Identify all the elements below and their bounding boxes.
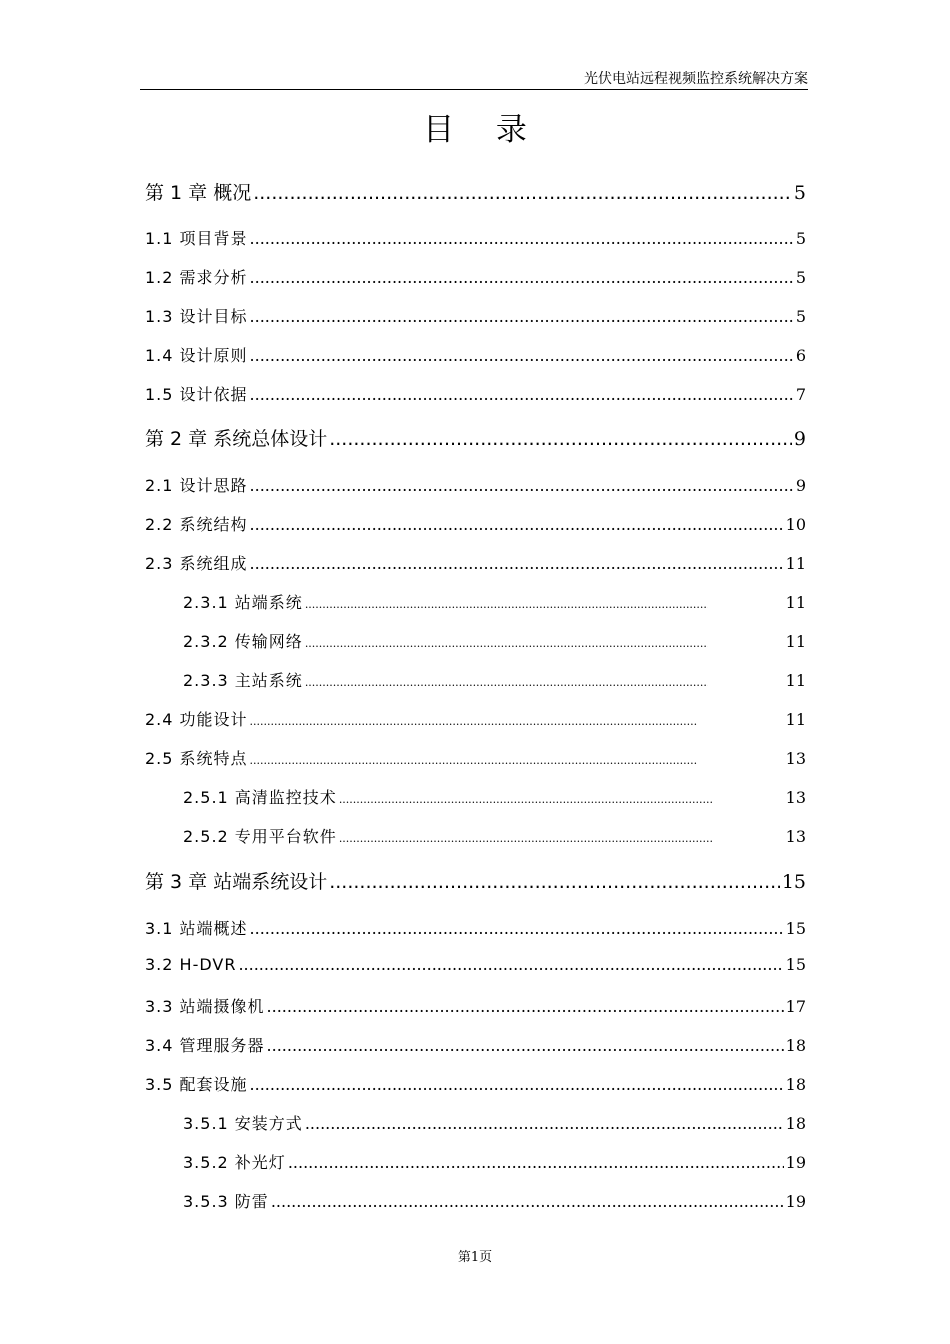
toc-entry-label: 2.3.2 传输网络 <box>183 632 303 651</box>
toc-section-entry[interactable] <box>145 551 806 573</box>
toc-dot-leader <box>250 307 794 326</box>
toc-page-number: 11 <box>785 593 806 612</box>
toc-subsection-entry[interactable] <box>183 629 806 651</box>
toc-entry-label: 2.5.2 专用平台软件 <box>183 827 337 846</box>
toc-entry-label: 3.5.1 安装方式 <box>183 1114 303 1133</box>
toc-section-entry[interactable] <box>145 707 806 729</box>
toc-entry-label: 2.3 系统组成 <box>145 554 248 573</box>
toc-dot-leader <box>329 871 780 893</box>
toc-entry-label: 2.5 系统特点 <box>145 749 248 768</box>
toc-section-entry[interactable] <box>145 746 806 768</box>
toc-entry-label: 1.5 设计依据 <box>145 385 248 404</box>
toc-page-number: 5 <box>795 307 806 326</box>
toc-entry-label: 2.3.1 站端系统 <box>183 593 303 612</box>
toc-page-number: 19 <box>785 1153 806 1172</box>
toc-page-number: 5 <box>795 268 806 287</box>
toc-dot-leader <box>253 182 792 204</box>
toc-entry-label: 1.2 需求分析 <box>145 268 248 287</box>
toc-dot-leader <box>267 1036 784 1055</box>
toc-dot-leader <box>250 268 794 287</box>
toc-section-entry[interactable] <box>145 512 806 534</box>
toc-entry-label: 第 2 章 系统总体设计 <box>145 428 328 450</box>
toc-title: 目 录 <box>423 112 543 148</box>
toc-entry-label: 1.1 项目背景 <box>145 229 248 248</box>
toc-page-number: 15 <box>785 919 806 938</box>
toc-section-entry[interactable] <box>145 343 806 365</box>
toc-entry-label: 3.5 配套设施 <box>145 1075 248 1094</box>
toc-entry-label: 2.1 设计思路 <box>145 476 248 495</box>
toc-dot-leader <box>305 676 708 689</box>
toc-chapter-entry[interactable] <box>145 867 806 893</box>
toc-page-number: 10 <box>785 515 806 534</box>
toc-dot-leader <box>305 1114 784 1133</box>
toc-entry-label: 2.4 功能设计 <box>145 710 248 729</box>
toc-section-entry[interactable] <box>145 994 806 1016</box>
toc-chapter-entry[interactable] <box>145 424 806 450</box>
toc-dot-leader <box>250 554 784 573</box>
toc-entry-label: 第 1 章 概况 <box>145 182 252 204</box>
toc-section-entry[interactable] <box>145 1033 806 1055</box>
toc-dot-leader <box>250 229 794 248</box>
toc-page-number: 13 <box>785 827 806 846</box>
toc-section-entry[interactable] <box>145 1072 806 1094</box>
toc-page-number: 11 <box>785 671 806 690</box>
toc-page-number: 9 <box>795 476 806 495</box>
toc-subsection-entry[interactable] <box>183 785 806 807</box>
toc-page-number: 5 <box>795 229 806 248</box>
toc-page-number: 13 <box>785 749 806 768</box>
toc-page-number: 7 <box>795 385 806 404</box>
toc-page-number: 5 <box>793 182 806 204</box>
toc-section-entry[interactable] <box>145 382 806 404</box>
toc-dot-leader <box>339 832 714 845</box>
toc-section-entry[interactable] <box>145 265 806 287</box>
toc-section-entry[interactable] <box>145 916 806 938</box>
toc-page-number: 18 <box>785 1114 806 1133</box>
toc-chapter-entry[interactable] <box>145 178 806 204</box>
toc-dot-leader <box>250 476 794 495</box>
toc-page-number: 11 <box>785 554 806 573</box>
toc-dot-leader <box>250 919 784 938</box>
toc-section-entry[interactable] <box>145 226 806 248</box>
toc-page-number: 17 <box>785 997 806 1016</box>
toc-subsection-entry[interactable] <box>183 668 806 690</box>
toc-entry-label: 1.3 设计目标 <box>145 307 248 326</box>
toc-page-number: 13 <box>785 788 806 807</box>
toc-page-number: 18 <box>785 1075 806 1094</box>
toc-entry-label: 2.2 系统结构 <box>145 515 248 534</box>
toc-dot-leader <box>329 428 792 450</box>
toc-dot-leader <box>238 955 783 974</box>
toc-dot-leader <box>250 346 794 365</box>
toc-dot-leader <box>267 997 784 1016</box>
toc-entry-label: 第 3 章 站端系统设计 <box>145 871 328 893</box>
toc-dot-leader <box>305 598 708 611</box>
toc-page-number: 6 <box>795 346 806 365</box>
toc-dot-leader <box>339 793 714 806</box>
toc-subsection-entry[interactable] <box>183 1111 806 1133</box>
toc-dot-leader <box>250 1075 784 1094</box>
toc-page-number: 15 <box>785 955 806 974</box>
page-footer: 第1页 <box>457 1250 493 1265</box>
toc-page-number: 15 <box>781 871 806 893</box>
toc-entry-label: 1.4 设计原则 <box>145 346 248 365</box>
toc-page-number: 18 <box>785 1036 806 1055</box>
toc-dot-leader <box>250 515 784 534</box>
toc-entry-label: 3.1 站端概述 <box>145 919 248 938</box>
toc-entry-label: 2.5.1 高清监控技术 <box>183 788 337 807</box>
toc-section-entry[interactable] <box>145 473 806 495</box>
toc-dot-leader <box>271 1192 784 1211</box>
toc-dot-leader <box>305 637 708 650</box>
toc-entry-label: 3.3 站端摄像机 <box>145 997 265 1016</box>
toc-page-number: 11 <box>785 632 806 651</box>
toc-section-entry[interactable] <box>145 304 806 326</box>
toc-page-number: 11 <box>785 710 806 729</box>
toc-entry-label: 3.5.2 补光灯 <box>183 1153 286 1172</box>
toc-entry-label: 2.3.3 主站系统 <box>183 671 303 690</box>
toc-page-number: 19 <box>785 1192 806 1211</box>
toc-subsection-entry[interactable] <box>183 824 806 846</box>
toc-dot-leader <box>250 715 698 728</box>
toc-entry-label: 3.4 管理服务器 <box>145 1036 265 1055</box>
toc-dot-leader <box>250 754 698 767</box>
toc-subsection-entry[interactable] <box>183 1189 806 1211</box>
toc-dot-leader <box>288 1153 784 1172</box>
toc-dot-leader <box>250 385 794 404</box>
toc-entry-label: 3.2 H-DVR <box>145 955 237 974</box>
toc-entry-label: 3.5.3 防雷 <box>183 1192 269 1211</box>
toc-subsection-entry[interactable] <box>183 1150 806 1172</box>
toc-subsection-entry[interactable] <box>183 590 806 612</box>
header-title: 光伏电站远程视频监控系统解决方案 <box>584 71 808 87</box>
toc-page-number: 9 <box>793 428 806 450</box>
toc-section-entry[interactable] <box>145 955 806 977</box>
